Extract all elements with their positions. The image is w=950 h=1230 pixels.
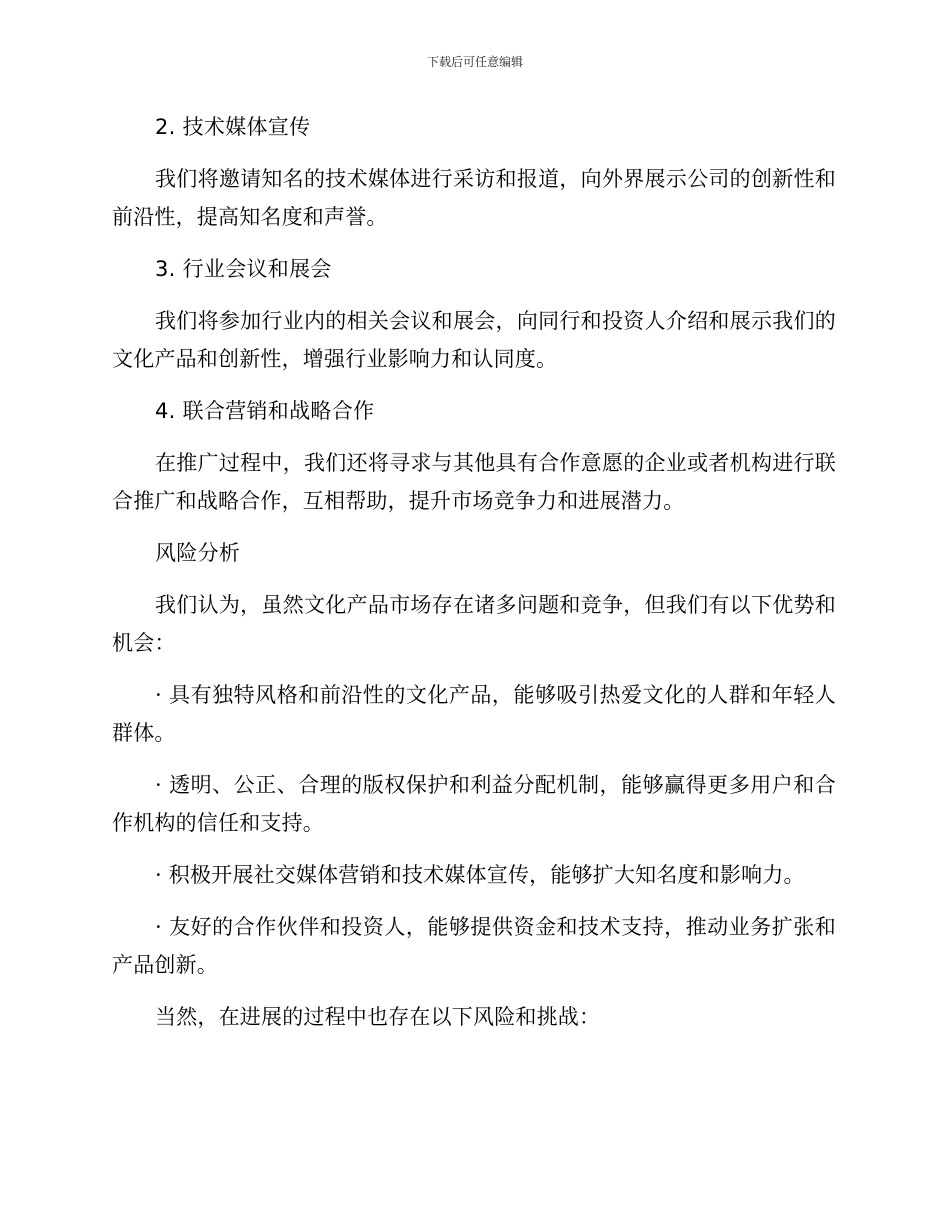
risk-bullet-1: · 具有独特风格和前沿性的文化产品，能够吸引热爱文化的人群和年轻人群体。	[112, 683, 836, 745]
section-heading-media: 2. 技术媒体宣传	[155, 115, 311, 139]
section-paragraph-partnership: 在推广过程中，我们还将寻求与其他具有合作意愿的企业或者机构进行联合推广和战略合作，互相帮助，提升市场竞争力和进展潜力。	[112, 451, 836, 513]
section-heading-conference: 3. 行业会议和展会	[155, 257, 332, 281]
risk-outro: 当然，在进展的过程中也存在以下风险和挑战：	[155, 1005, 601, 1029]
risk-intro: 我们认为，虽然文化产品市场存在诸多问题和竞争，但我们有以下优势和机会：	[112, 593, 836, 655]
section-heading-partnership: 4. 联合营销和战略合作	[155, 399, 375, 423]
risk-bullet-3: · 积极开展社交媒体营销和技术媒体宣传，能够扩大知名度和影响力。	[155, 863, 805, 887]
risk-bullet-4: · 友好的合作伙伴和投资人，能够提供资金和技术支持，推动业务扩张和产品创新。	[112, 915, 836, 977]
risk-bullet-2: · 透明、公正、合理的版权保护和利益分配机制，能够赢得更多用户和合作机构的信任和支持。	[112, 773, 836, 835]
page-header: 下载后可任意编辑	[426, 55, 523, 69]
section-paragraph-media: 我们将邀请知名的技术媒体进行采访和报道，向外界展示公司的创新性和前沿性，提高知名度和声誉。	[112, 167, 836, 229]
document-body	[112, 108, 836, 1036]
risk-heading: 风险分析	[155, 541, 241, 565]
section-paragraph-conference: 我们将参加行业内的相关会议和展会，向同行和投资人介绍和展示我们的文化产品和创新性，增强行业影响力和认同度。	[112, 309, 836, 371]
